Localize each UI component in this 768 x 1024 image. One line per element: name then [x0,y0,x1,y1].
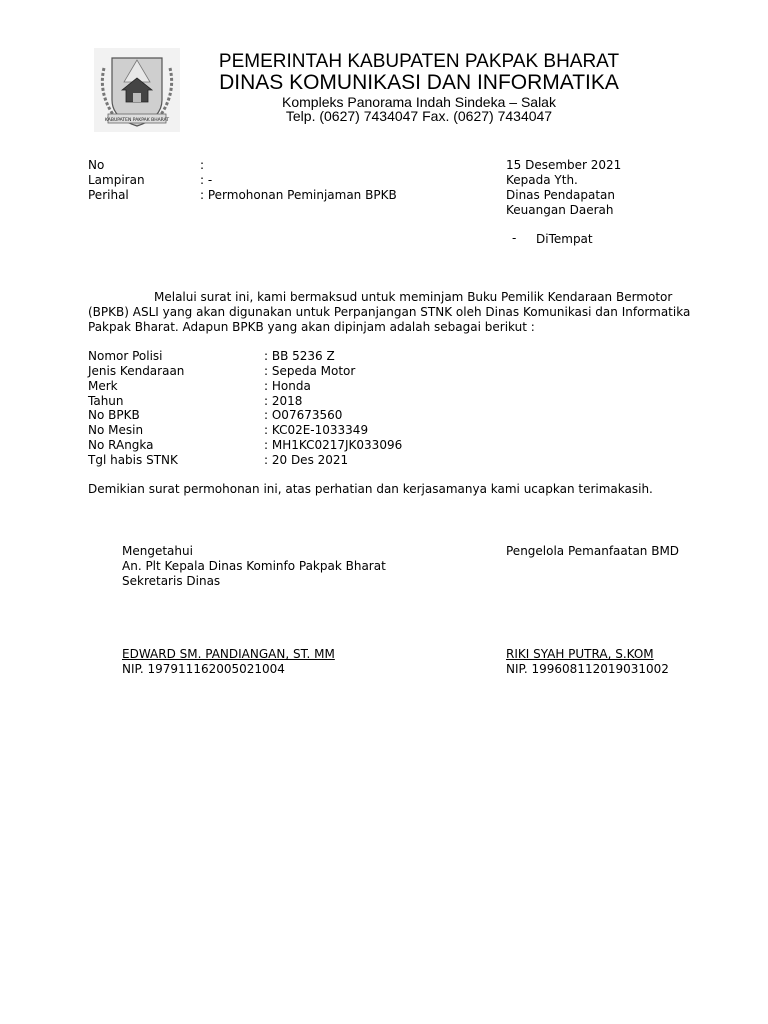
no-value: : [200,158,205,172]
vehicle-value: : 2018 [264,394,303,408]
recipient-place: DiTempat [536,232,593,246]
vehicle-label: No Mesin [88,423,144,437]
recipient-line-1: Kepada Yth. [506,173,578,187]
office-address: Kompleks Panorama Indah Sindeka – Salak [282,94,556,110]
recipient-dash: - [512,231,517,245]
government-name: PEMERINTAH KABUPATEN PAKPAK BHARAT [218,51,620,72]
sign-left-name: EDWARD SM. PANDIANGAN, ST. MM [122,647,335,661]
vehicle-value: : Honda [264,379,311,393]
vehicle-label: Jenis Kendaraan [88,364,185,378]
perihal-label: Perihal [88,188,129,202]
vehicle-label: No RAngka [88,438,154,452]
closing-sentence: Demikian surat permohonan ini, atas perhatian dan kerjasamanya kami ucapkan terimakasih. [88,482,653,496]
vehicle-label: Nomor Polisi [88,349,163,363]
vehicle-label: No BPKB [88,408,140,422]
perihal-value: : Permohonan Peminjaman BPKB [200,188,397,202]
agency-name: DINAS KOMUNIKASI DAN INFORMATIKA [219,71,619,94]
sign-left-line-1: Mengetahui [122,544,193,558]
recipient-line-3: Keuangan Daerah [506,203,614,217]
recipient-line-2: Dinas Pendapatan [506,188,616,202]
sign-right-line-1: Pengelola Pemanfaatan BMD [506,544,680,558]
sign-left-nip: NIP. 197911162005021004 [122,662,285,676]
vehicle-label: Tahun [88,394,124,408]
office-phone: Telp. (0627) 7434047 Fax. (0627) 7434047 [285,108,553,124]
lampiran-value: : - [200,173,213,187]
body-paragraph-line-1: Melalui surat ini, kami bermaksud untuk meminjam Buku Pemilik Kendaraan Bermotor [154,290,673,304]
body-paragraph-line-2: (BPKB) ASLI yang akan digunakan untuk Perpanjangan STNK oleh Dinas Komunikasi dan Informatika [88,305,691,319]
vehicle-value: : O07673560 [264,408,343,422]
vehicle-label: Merk [88,379,118,393]
vehicle-value: : 20 Des 2021 [264,453,349,467]
sign-right-nip: NIP. 199608112019031002 [506,662,669,676]
letter-date: 15 Desember 2021 [506,158,622,172]
no-label: No [88,158,105,172]
logo-ribbon-text: KABUPATEN PAKPAK BHARAT [104,118,170,123]
vehicle-value: : Sepeda Motor [264,364,356,378]
vehicle-value: : MH1KC0217JK033096 [264,438,403,452]
sign-left-line-2: An. Plt Kepala Dinas Kominfo Pakpak Bharat [122,559,386,573]
lampiran-label: Lampiran [88,173,145,187]
sign-left-line-3: Sekretaris Dinas [122,574,221,588]
vehicle-value: : KC02E-1033349 [264,423,369,437]
body-paragraph-line-3: Pakpak Bharat. Adapun BPKB yang akan dipinjam adalah sebagai berikut : [88,320,535,334]
regency-emblem-logo [94,48,180,132]
vehicle-label: Tgl habis STNK [88,453,178,467]
sign-right-name: RIKI SYAH PUTRA, S.KOM [506,647,654,661]
vehicle-value: : BB 5236 Z [264,349,335,363]
